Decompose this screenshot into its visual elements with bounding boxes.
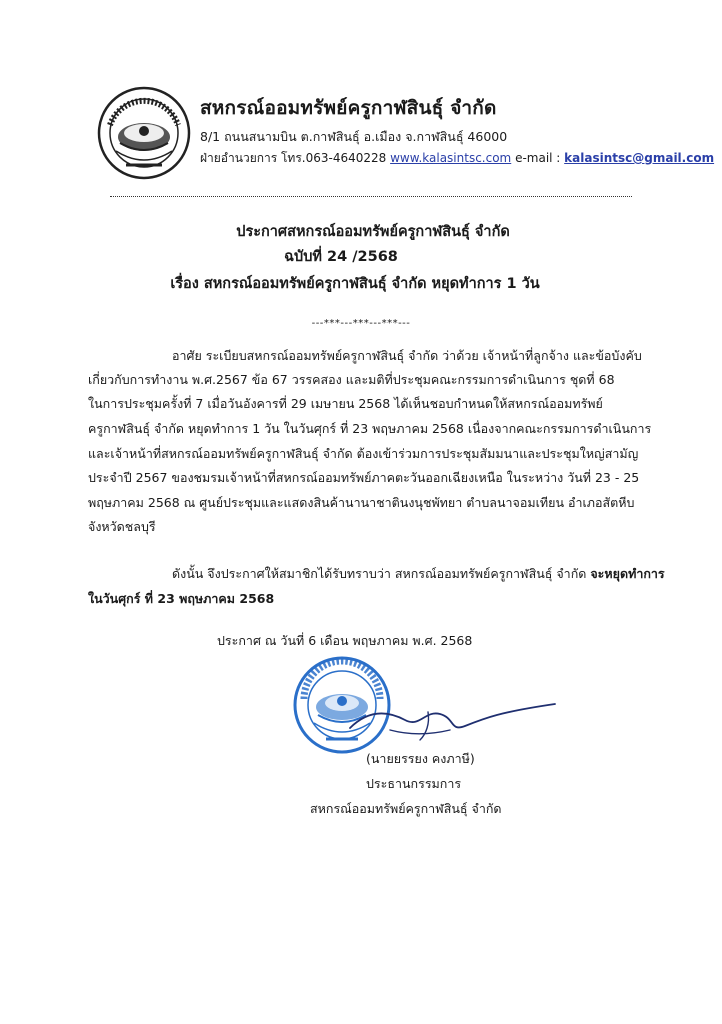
announcement-date: ประกาศ ณ วันที่ 6 เดือน พฤษภาคม พ.ศ. 2568 [217,633,473,648]
website-link[interactable]: www.kalasintsc.com [390,151,512,165]
body-line: อาศัย ระเบียบสหกรณ์ออมทรัพย์ครูกาฬสินธุ์ จำกัด ว่าด้วย เจ้าหน้าที่ลูกจ้าง และข้อบังคับ [172,348,642,363]
organization-contact [200,149,714,168]
conclusion-text: ดังนั้น จึงประกาศให้สมาชิกได้รับทราบว่า สหกรณ์ออมทรัพย์ครูกาฬสินธุ์ จำกัด [172,566,591,581]
body-line: จังหวัดชลบุรี [88,519,156,534]
email-label: e-mail : [515,151,561,165]
handwritten-signature-icon [330,690,560,750]
body-line: เกี่ยวกับการทำงาน พ.ศ.2567 ข้อ 67 วรรคสอง และมติที่ประชุมคณะกรรมการดำเนินการ ชุดที่ 68 [88,372,615,387]
separator-stars: ---***---***---***--- [311,318,411,329]
signatory-organization: สหกรณ์ออมทรัพย์ครูกาฬสินธุ์ จำกัด [310,801,502,816]
organization-name: สหกรณ์ออมทรัพย์ครูกาฬสินธุ์ จำกัด [200,97,497,119]
cooperative-emblem-icon [96,85,192,181]
conclusion-line [172,564,665,584]
body-line: และเจ้าหน้าที่สหกรณ์ออมทรัพย์ครูกาฬสินธุ์ จำกัด ต้องเข้าร่วมการประชุมสัมมนาและประชุมใหญ่สามัญ [88,446,639,461]
signatory-name: (นายยรรยง คงภาษี) [366,751,475,766]
letterhead-divider [110,196,632,197]
body-line: ในการประชุมครั้งที่ 7 เมื่อวันอังคารที่ 29 เมษายน 2568 ได้เห็นชอบกำหนดให้สหกรณ์ออมทรัพย์ [88,396,603,411]
closure-date: ในวันศุกร์ ที่ 23 พฤษภาคม 2568 [88,591,275,606]
organization-address: 8/1 ถนนสนามบิน ต.กาฬสินธุ์ อ.เมือง จ.กาฬสินธุ์ 46000 [200,129,508,144]
signatory-title: ประธานกรรมการ [366,776,462,791]
body-line: ประจำปี 2567 ของชมรมเจ้าหน้าที่สหกรณ์ออมทรัพย์ภาคตะวันออกเฉียงเหนือ ในระหว่าง วันที่ 23 - 25 [88,470,640,485]
phone-text: ฝ่ายอำนวยการ โทร.063-4640228 [200,151,387,165]
announcement-title: ประกาศสหกรณ์ออมทรัพย์ครูกาฬสินธุ์ จำกัด [236,224,510,240]
announcement-number: ฉบับที่ 24 /2568 [284,249,398,265]
body-line: พฤษภาคม 2568 ณ ศูนย์ประชุมและแสดงสินค้านานาชาตินงนุชพัทยา ตำบลนาจอมเทียน อำเภอสัตหีบ [88,495,635,510]
announcement-subject: เรื่อง สหกรณ์ออมทรัพย์ครูกาฬสินธุ์ จำกัด หยุดทำการ 1 วัน [170,276,540,292]
closure-notice: จะหยุดทำการ [590,566,665,581]
body-line: ครูกาฬสินธุ์ จำกัด หยุดทำการ 1 วัน ในวันศุกร์ ที่ 23 พฤษภาคม 2568 เนื่องจากคณะกรรมการดำเนินการ [88,421,652,436]
email-link[interactable]: kalasintsc@gmail.com [564,151,715,165]
